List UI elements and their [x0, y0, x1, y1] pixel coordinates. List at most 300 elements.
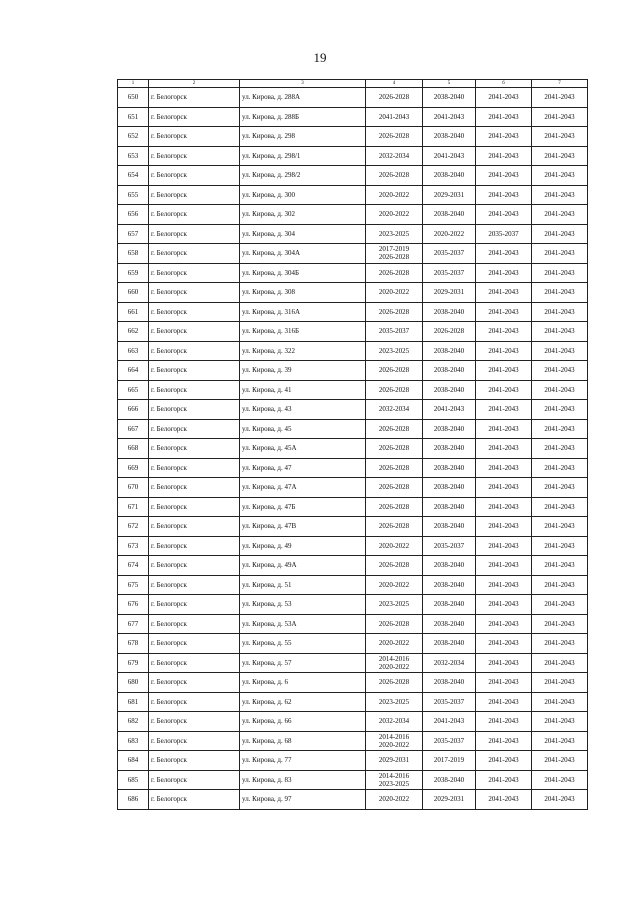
column-number: 1 [118, 80, 149, 88]
period-3-cell: 2041-2043 [476, 380, 532, 400]
row-number-cell: 657 [118, 224, 149, 244]
table-row [118, 614, 588, 634]
table-row [118, 478, 588, 498]
address-cell: ул. Кирова, д. 66 [240, 712, 366, 732]
city-cell: г. Белогорск [149, 595, 240, 615]
table-body [118, 80, 588, 810]
address-cell: ул. Кирова, д. 304Б [240, 263, 366, 283]
city-cell: г. Белогорск [149, 458, 240, 478]
row-number-cell: 680 [118, 673, 149, 693]
period-2-cell: 2038-2040 [423, 341, 476, 361]
period-1-cell: 2020-2022 [366, 536, 423, 556]
row-number-cell: 667 [118, 419, 149, 439]
period-1-cell: 2026-2028 [366, 302, 423, 322]
period-4-cell: 2041-2043 [532, 556, 588, 576]
period-4-cell: 2041-2043 [532, 166, 588, 186]
period-4-cell: 2041-2043 [532, 127, 588, 147]
table-row [118, 673, 588, 693]
address-cell: ул. Кирова, д. 288А [240, 88, 366, 108]
period-1-cell: 2026-2028 [366, 517, 423, 537]
period-2-cell: 2020-2022 [423, 224, 476, 244]
table-row [118, 302, 588, 322]
table-row [118, 595, 588, 615]
city-cell: г. Белогорск [149, 536, 240, 556]
period-3-cell: 2041-2043 [476, 107, 532, 127]
address-cell: ул. Кирова, д. 308 [240, 283, 366, 303]
city-cell: г. Белогорск [149, 439, 240, 459]
row-number-cell: 671 [118, 497, 149, 517]
city-cell: г. Белогорск [149, 517, 240, 537]
table-row [118, 556, 588, 576]
period-2-cell: 2032-2034 [423, 653, 476, 673]
table-row [118, 127, 588, 147]
city-cell: г. Белогорск [149, 107, 240, 127]
address-cell: ул. Кирова, д. 288Б [240, 107, 366, 127]
row-number-cell: 663 [118, 341, 149, 361]
city-cell: г. Белогорск [149, 575, 240, 595]
period-1-cell: 2026-2028 [366, 614, 423, 634]
period-2-cell: 2035-2037 [423, 692, 476, 712]
table-row [118, 653, 588, 673]
period-4-cell: 2041-2043 [532, 380, 588, 400]
period-4-cell: 2041-2043 [532, 361, 588, 381]
period-1-cell: 2026-2028 [366, 361, 423, 381]
period-1-cell: 2026-2028 [366, 166, 423, 186]
period-1-line: 2014-2016 [378, 654, 410, 663]
table-row [118, 283, 588, 303]
period-1-line: 2026-2028 [378, 253, 410, 262]
address-cell: ул. Кирова, д. 302 [240, 205, 366, 225]
period-4-cell: 2041-2043 [532, 322, 588, 342]
page-number: 19 [313, 50, 327, 65]
table-row [118, 400, 588, 420]
address-cell: ул. Кирова, д. 316А [240, 302, 366, 322]
address-cell: ул. Кирова, д. 45 [240, 419, 366, 439]
period-1-cell: 2020-2022 [366, 185, 423, 205]
period-1-line: 2020-2022 [378, 662, 410, 671]
row-number-cell: 651 [118, 107, 149, 127]
table-row [118, 166, 588, 186]
city-cell: г. Белогорск [149, 166, 240, 186]
period-4-cell: 2041-2043 [532, 478, 588, 498]
city-cell: г. Белогорск [149, 751, 240, 771]
period-3-cell: 2041-2043 [476, 341, 532, 361]
row-number-cell: 681 [118, 692, 149, 712]
city-cell: г. Белогорск [149, 224, 240, 244]
period-4-cell: 2041-2043 [532, 517, 588, 537]
address-cell: ул. Кирова, д. 47В [240, 517, 366, 537]
city-cell: г. Белогорск [149, 419, 240, 439]
period-4-cell: 2041-2043 [532, 263, 588, 283]
period-2-cell: 2026-2028 [423, 322, 476, 342]
period-3-cell: 2041-2043 [476, 634, 532, 654]
period-2-cell: 2038-2040 [423, 439, 476, 459]
row-number-cell: 669 [118, 458, 149, 478]
address-cell: ул. Кирова, д. 47Б [240, 497, 366, 517]
row-number-cell: 670 [118, 478, 149, 498]
table-row [118, 244, 588, 264]
row-number-cell: 679 [118, 653, 149, 673]
period-3-cell: 2041-2043 [476, 205, 532, 225]
table-row [118, 205, 588, 225]
address-cell: ул. Кирова, д. 298/1 [240, 146, 366, 166]
period-1-cell: 2026-2028 [366, 380, 423, 400]
period-1-cell: 2041-2043 [366, 107, 423, 127]
period-4-cell: 2041-2043 [532, 185, 588, 205]
period-3-cell: 2041-2043 [476, 751, 532, 771]
period-2-cell: 2041-2043 [423, 712, 476, 732]
city-cell: г. Белогорск [149, 205, 240, 225]
table-row [118, 146, 588, 166]
table-row [118, 439, 588, 459]
period-4-cell: 2041-2043 [532, 341, 588, 361]
period-1-cell [366, 770, 423, 790]
period-3-cell: 2041-2043 [476, 166, 532, 186]
period-3-cell: 2041-2043 [476, 419, 532, 439]
address-cell: ул. Кирова, д. 53 [240, 595, 366, 615]
address-cell: ул. Кирова, д. 68 [240, 731, 366, 751]
period-3-cell: 2041-2043 [476, 322, 532, 342]
period-2-cell: 2038-2040 [423, 673, 476, 693]
table-row [118, 341, 588, 361]
period-3-cell: 2041-2043 [476, 712, 532, 732]
period-3-cell: 2041-2043 [476, 244, 532, 264]
period-1-cell: 2020-2022 [366, 790, 423, 810]
table-row [118, 419, 588, 439]
address-cell: ул. Кирова, д. 43 [240, 400, 366, 420]
period-4-cell: 2041-2043 [532, 653, 588, 673]
table-row [118, 751, 588, 771]
period-1-cell [366, 731, 423, 751]
row-number-cell: 684 [118, 751, 149, 771]
period-4-cell: 2041-2043 [532, 107, 588, 127]
period-4-cell: 2041-2043 [532, 731, 588, 751]
period-3-cell: 2041-2043 [476, 556, 532, 576]
period-1-cell: 2026-2028 [366, 419, 423, 439]
period-2-cell: 2038-2040 [423, 497, 476, 517]
period-4-cell: 2041-2043 [532, 244, 588, 264]
row-number-cell: 654 [118, 166, 149, 186]
period-3-cell: 2041-2043 [476, 770, 532, 790]
period-1-cell: 2020-2022 [366, 205, 423, 225]
table-row [118, 634, 588, 654]
schedule-table [117, 79, 588, 810]
city-cell: г. Белогорск [149, 673, 240, 693]
table-row [118, 692, 588, 712]
row-number-cell: 674 [118, 556, 149, 576]
address-cell: ул. Кирова, д. 83 [240, 770, 366, 790]
period-2-cell: 2038-2040 [423, 361, 476, 381]
row-number-cell: 659 [118, 263, 149, 283]
row-number-cell: 683 [118, 731, 149, 751]
period-4-cell: 2041-2043 [532, 205, 588, 225]
period-1-cell: 2026-2028 [366, 497, 423, 517]
row-number-cell: 661 [118, 302, 149, 322]
address-cell: ул. Кирова, д. 51 [240, 575, 366, 595]
city-cell: г. Белогорск [149, 478, 240, 498]
period-3-cell: 2041-2043 [476, 127, 532, 147]
period-1-cell: 2020-2022 [366, 575, 423, 595]
city-cell: г. Белогорск [149, 127, 240, 147]
city-cell: г. Белогорск [149, 692, 240, 712]
row-number-cell: 668 [118, 439, 149, 459]
city-cell: г. Белогорск [149, 361, 240, 381]
row-number-cell: 677 [118, 614, 149, 634]
period-4-cell: 2041-2043 [532, 88, 588, 108]
period-2-cell: 2038-2040 [423, 478, 476, 498]
period-3-cell: 2041-2043 [476, 88, 532, 108]
period-1-cell: 2035-2037 [366, 322, 423, 342]
address-cell: ул. Кирова, д. 6 [240, 673, 366, 693]
table-row [118, 497, 588, 517]
column-number: 7 [532, 80, 588, 88]
period-2-cell: 2029-2031 [423, 185, 476, 205]
row-number-cell: 658 [118, 244, 149, 264]
period-4-cell: 2041-2043 [532, 146, 588, 166]
period-3-cell: 2041-2043 [476, 400, 532, 420]
row-number-cell: 682 [118, 712, 149, 732]
city-cell: г. Белогорск [149, 341, 240, 361]
city-cell: г. Белогорск [149, 400, 240, 420]
period-2-cell: 2038-2040 [423, 614, 476, 634]
period-2-cell: 2041-2043 [423, 146, 476, 166]
period-2-cell: 2038-2040 [423, 770, 476, 790]
column-number: 5 [423, 80, 476, 88]
table-row [118, 361, 588, 381]
period-2-cell: 2038-2040 [423, 556, 476, 576]
row-number-cell: 678 [118, 634, 149, 654]
period-1-cell: 2020-2022 [366, 634, 423, 654]
table-row [118, 536, 588, 556]
period-3-cell: 2041-2043 [476, 595, 532, 615]
period-2-cell: 2035-2037 [423, 731, 476, 751]
address-cell: ул. Кирова, д. 45А [240, 439, 366, 459]
period-3-cell: 2041-2043 [476, 263, 532, 283]
period-4-cell: 2041-2043 [532, 439, 588, 459]
city-cell: г. Белогорск [149, 146, 240, 166]
row-number-cell: 653 [118, 146, 149, 166]
period-2-cell: 2038-2040 [423, 88, 476, 108]
period-1-line: 2020-2022 [378, 740, 410, 749]
period-2-cell: 2038-2040 [423, 302, 476, 322]
period-4-cell: 2041-2043 [532, 692, 588, 712]
table-row [118, 322, 588, 342]
period-3-cell: 2041-2043 [476, 185, 532, 205]
address-cell: ул. Кирова, д. 39 [240, 361, 366, 381]
city-cell: г. Белогорск [149, 322, 240, 342]
row-number-cell: 655 [118, 185, 149, 205]
address-cell: ул. Кирова, д. 300 [240, 185, 366, 205]
period-1-cell: 2032-2034 [366, 146, 423, 166]
period-2-cell: 2038-2040 [423, 166, 476, 186]
row-number-cell: 652 [118, 127, 149, 147]
city-cell: г. Белогорск [149, 185, 240, 205]
city-cell: г. Белогорск [149, 244, 240, 264]
period-3-cell: 2041-2043 [476, 653, 532, 673]
period-3-cell: 2041-2043 [476, 146, 532, 166]
table-row [118, 458, 588, 478]
city-cell: г. Белогорск [149, 497, 240, 517]
table-row [118, 107, 588, 127]
row-number-cell: 656 [118, 205, 149, 225]
period-4-cell: 2041-2043 [532, 497, 588, 517]
period-3-cell: 2041-2043 [476, 536, 532, 556]
period-4-cell: 2041-2043 [532, 614, 588, 634]
period-3-cell: 2041-2043 [476, 283, 532, 303]
period-1-cell: 2023-2025 [366, 224, 423, 244]
period-3-cell: 2041-2043 [476, 458, 532, 478]
row-number-cell: 686 [118, 790, 149, 810]
table-row [118, 380, 588, 400]
period-1-cell: 2026-2028 [366, 673, 423, 693]
period-1-cell: 2020-2022 [366, 283, 423, 303]
period-1-cell: 2023-2025 [366, 595, 423, 615]
column-number: 6 [476, 80, 532, 88]
period-4-cell: 2041-2043 [532, 536, 588, 556]
period-4-cell: 2041-2043 [532, 634, 588, 654]
period-4-cell: 2041-2043 [532, 712, 588, 732]
period-4-cell: 2041-2043 [532, 770, 588, 790]
period-1-cell [366, 653, 423, 673]
address-cell: ул. Кирова, д. 304 [240, 224, 366, 244]
period-4-cell: 2041-2043 [532, 458, 588, 478]
period-2-cell: 2038-2040 [423, 634, 476, 654]
column-number: 3 [240, 80, 366, 88]
period-4-cell: 2041-2043 [532, 224, 588, 244]
city-cell: г. Белогорск [149, 653, 240, 673]
period-2-cell: 2038-2040 [423, 517, 476, 537]
period-2-cell: 2038-2040 [423, 205, 476, 225]
row-number-cell: 676 [118, 595, 149, 615]
table-row [118, 790, 588, 810]
address-cell: ул. Кирова, д. 47 [240, 458, 366, 478]
city-cell: г. Белогорск [149, 380, 240, 400]
period-3-cell: 2041-2043 [476, 478, 532, 498]
column-number: 4 [366, 80, 423, 88]
period-3-cell: 2041-2043 [476, 673, 532, 693]
row-number-cell: 685 [118, 770, 149, 790]
address-cell: ул. Кирова, д. 316Б [240, 322, 366, 342]
address-cell: ул. Кирова, д. 41 [240, 380, 366, 400]
period-4-cell: 2041-2043 [532, 302, 588, 322]
period-1-cell: 2032-2034 [366, 400, 423, 420]
period-4-cell: 2041-2043 [532, 673, 588, 693]
city-cell: г. Белогорск [149, 556, 240, 576]
period-1-line: 2023-2025 [378, 779, 410, 788]
period-2-cell: 2038-2040 [423, 380, 476, 400]
city-cell: г. Белогорск [149, 634, 240, 654]
period-2-cell: 2038-2040 [423, 595, 476, 615]
period-1-cell: 2026-2028 [366, 478, 423, 498]
period-3-cell: 2041-2043 [476, 361, 532, 381]
period-1-cell: 2026-2028 [366, 439, 423, 459]
period-4-cell: 2041-2043 [532, 595, 588, 615]
row-number-cell: 673 [118, 536, 149, 556]
period-3-cell: 2041-2043 [476, 614, 532, 634]
period-2-cell: 2038-2040 [423, 575, 476, 595]
row-number-cell: 672 [118, 517, 149, 537]
period-1-line: 2017-2019 [378, 245, 410, 254]
city-cell: г. Белогорск [149, 712, 240, 732]
period-2-cell: 2029-2031 [423, 790, 476, 810]
period-1-cell: 2026-2028 [366, 88, 423, 108]
address-cell: ул. Кирова, д. 47А [240, 478, 366, 498]
period-3-cell: 2041-2043 [476, 731, 532, 751]
period-4-cell: 2041-2043 [532, 419, 588, 439]
period-1-cell: 2029-2031 [366, 751, 423, 771]
address-cell: ул. Кирова, д. 322 [240, 341, 366, 361]
address-cell: ул. Кирова, д. 53А [240, 614, 366, 634]
city-cell: г. Белогорск [149, 790, 240, 810]
row-number-cell: 665 [118, 380, 149, 400]
table-row [118, 224, 588, 244]
period-2-cell: 2035-2037 [423, 536, 476, 556]
address-cell: ул. Кирова, д. 49А [240, 556, 366, 576]
address-cell: ул. Кирова, д. 57 [240, 653, 366, 673]
table-row [118, 88, 588, 108]
period-1-cell [366, 244, 423, 264]
period-1-cell: 2026-2028 [366, 127, 423, 147]
period-1-cell: 2026-2028 [366, 458, 423, 478]
period-2-cell: 2035-2037 [423, 263, 476, 283]
address-cell: ул. Кирова, д. 304А [240, 244, 366, 264]
period-1-line: 2014-2016 [378, 732, 410, 741]
period-2-cell: 2041-2043 [423, 400, 476, 420]
column-number: 2 [149, 80, 240, 88]
period-3-cell: 2041-2043 [476, 790, 532, 810]
period-3-cell: 2041-2043 [476, 692, 532, 712]
city-cell: г. Белогорск [149, 88, 240, 108]
address-cell: ул. Кирова, д. 298/2 [240, 166, 366, 186]
period-3-cell: 2035-2037 [476, 224, 532, 244]
table-row [118, 263, 588, 283]
row-number-cell: 675 [118, 575, 149, 595]
table-row [118, 712, 588, 732]
period-1-cell: 2026-2028 [366, 556, 423, 576]
city-cell: г. Белогорск [149, 731, 240, 751]
period-3-cell: 2041-2043 [476, 497, 532, 517]
period-3-cell: 2041-2043 [476, 575, 532, 595]
table-row [118, 770, 588, 790]
city-cell: г. Белогорск [149, 263, 240, 283]
period-4-cell: 2041-2043 [532, 283, 588, 303]
period-3-cell: 2041-2043 [476, 302, 532, 322]
table-row [118, 575, 588, 595]
column-number-row [118, 80, 588, 88]
city-cell: г. Белогорск [149, 770, 240, 790]
period-2-cell: 2041-2043 [423, 107, 476, 127]
table-row [118, 185, 588, 205]
period-3-cell: 2041-2043 [476, 439, 532, 459]
city-cell: г. Белогорск [149, 283, 240, 303]
address-cell: ул. Кирова, д. 298 [240, 127, 366, 147]
period-2-cell: 2038-2040 [423, 419, 476, 439]
period-3-cell: 2041-2043 [476, 517, 532, 537]
row-number-cell: 662 [118, 322, 149, 342]
period-1-cell: 2026-2028 [366, 263, 423, 283]
period-4-cell: 2041-2043 [532, 400, 588, 420]
city-cell: г. Белогорск [149, 302, 240, 322]
row-number-cell: 650 [118, 88, 149, 108]
address-cell: ул. Кирова, д. 55 [240, 634, 366, 654]
period-2-cell: 2035-2037 [423, 244, 476, 264]
row-number-cell: 660 [118, 283, 149, 303]
city-cell: г. Белогорск [149, 614, 240, 634]
address-cell: ул. Кирова, д. 62 [240, 692, 366, 712]
row-number-cell: 666 [118, 400, 149, 420]
row-number-cell: 664 [118, 361, 149, 381]
period-4-cell: 2041-2043 [532, 575, 588, 595]
